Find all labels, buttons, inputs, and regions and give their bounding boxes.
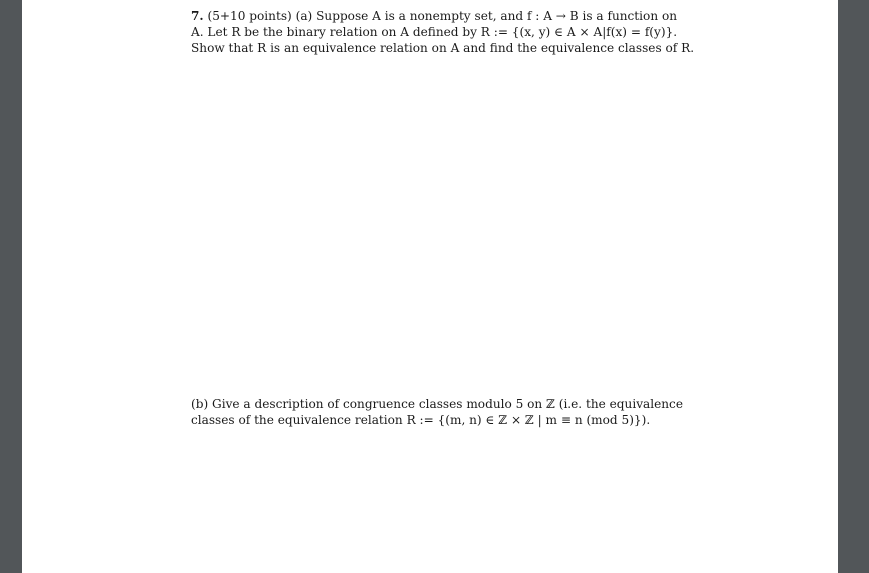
problem-number: 7.: [191, 9, 204, 23]
part-a-line-1: [191, 8, 678, 24]
part-b-text-1: Give a description of congruence classes modulo 5 on ℤ (i.e. the equivalence: [212, 397, 683, 411]
problem-points: (5+10 points): [207, 9, 292, 23]
problem-7-part-a: [191, 8, 695, 56]
problem-7-part-b: [191, 396, 683, 428]
part-a-label: (a): [295, 9, 313, 23]
part-b-line-2: classes of the equivalence relation R := {(m, n) ∈ ℤ × ℤ | m ≡ n (mod 5)}).: [191, 413, 651, 427]
part-a-text-1: Suppose A is a nonempty set, and f : A → B is a function on: [316, 9, 678, 23]
document-page: [22, 0, 838, 573]
part-a-line-3: Show that R is an equivalence relation on A and find the equivalence classes of R.: [191, 41, 695, 55]
part-a-line-2: A. Let R be the binary relation on A defined by R := {(x, y) ∈ A × A|f(x) = f(y)}.: [191, 25, 678, 39]
part-b-line-1: [191, 396, 683, 412]
part-b-label: (b): [191, 397, 209, 411]
